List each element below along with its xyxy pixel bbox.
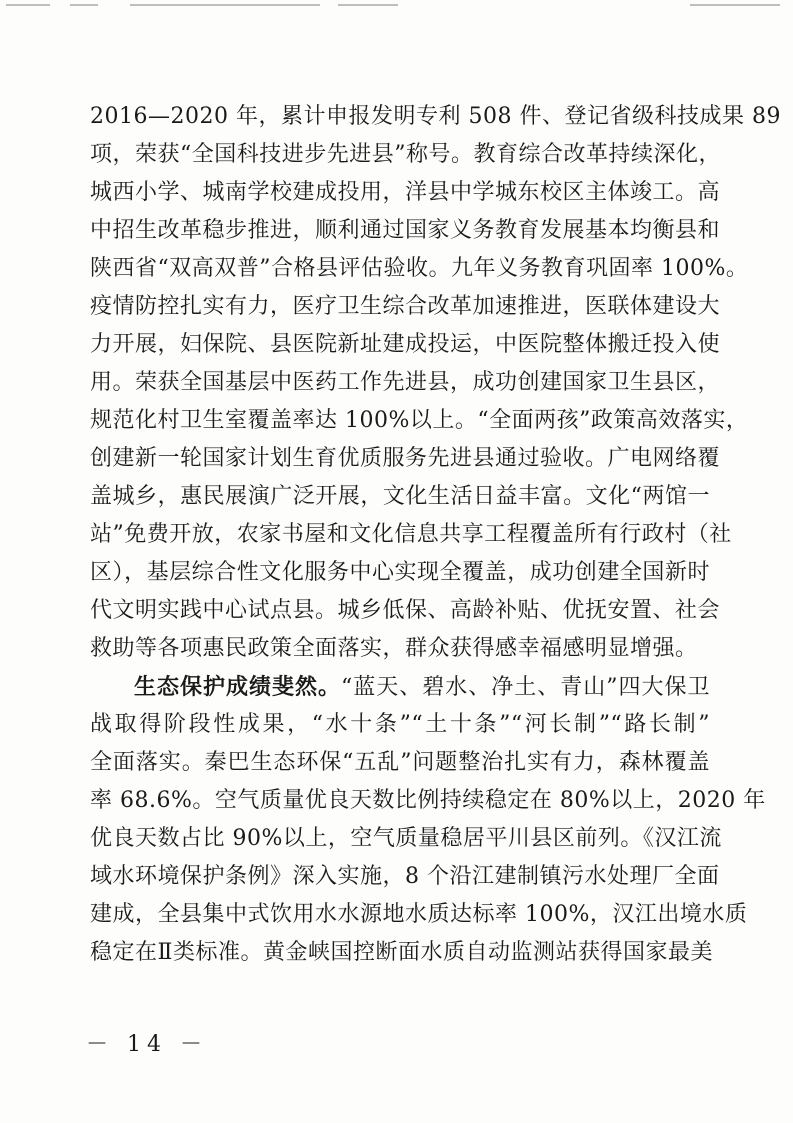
section-heading: 生态保护成绩斐然。 — [134, 674, 341, 700]
paragraph-line: 陕西省“双高双普”合格县评估验收。九年义务教育巩固率 100%。 — [90, 256, 749, 281]
paragraph-line: 稳定在Ⅱ类标准。黄金峡国控断面水质自动监测站获得国家最美 — [90, 940, 713, 965]
paragraph-line: 力开展，妇保院、县医院新址建成投运，中医院整体搬迁投入使 — [90, 332, 721, 357]
paragraph-line: 建成，全县集中式饮用水水源地水质达标率 100%，汉江出境水质 — [90, 902, 748, 927]
section-first-line — [90, 668, 710, 706]
paragraph-line: 率 68.6%。空气质量优良天数比例持续稳定在 80%以上，2020 年 — [90, 788, 766, 813]
paragraph-line: 全面落实。秦巴生态环保“五乱”问题整治扎实有力，森林覆盖 — [90, 750, 710, 775]
paragraph-line: 盖城乡，惠民展演广泛开展，文化生活日益丰富。文化“两馆一 — [90, 484, 710, 509]
paragraph-line: 中招生改革稳步推进，顺利通过国家义务教育发展基本均衡县和 — [90, 218, 721, 243]
paragraph-line: 项，荣获“全国科技进步先进县”称号。教育综合改革持续深化， — [90, 142, 721, 167]
paragraph-line: 2016—2020 年，累计申报发明专利 508 件、登记省级科技成果 89 — [90, 104, 781, 129]
paragraph-line: 创建新一轮国家计划生育优质服务先进县通过验收。广电网络覆 — [90, 446, 721, 471]
paragraph-line: 区），基层综合性文化服务中心实现全覆盖，成功创建全国新时 — [90, 560, 710, 585]
paragraph-line: 救助等各项惠民政策全面落实，群众获得感幸福感明显增强。 — [90, 636, 698, 661]
paragraph-line: 城西小学、城南学校建成投用，洋县中学城东校区主体竣工。高 — [90, 180, 721, 205]
page-number: － 14 － — [86, 1032, 208, 1057]
scan-edge-marks — [0, 4, 793, 8]
paragraph-line: 用。荣获全国基层中医药工作先进县，成功创建国家卫生县区， — [90, 370, 721, 395]
paragraph-line: 域水环境保护条例》深入实施，8 个沿江建制镇污水处理厂全面 — [90, 864, 720, 889]
paragraph-line: 代文明实践中心试点县。城乡低保、高龄补贴、优抚安置、社会 — [90, 598, 721, 623]
paragraph-line: 站”免费开放，农家书屋和文化信息共享工程覆盖所有行政村（社 — [90, 522, 732, 547]
document-body — [90, 98, 781, 972]
paragraph-line: 战取得阶段性成果，“水十条”“土十条”“河长制”“路长制” — [90, 712, 710, 737]
paragraph-line: 疫情防控扎实有力，医疗卫生综合改革加速推进，医联体建设大 — [90, 294, 721, 319]
paragraph-line: 优良天数占比 90%以上，空气质量稳居平川县区前列。《汉江流 — [90, 826, 722, 851]
paragraph-line: 规范化村卫生室覆盖率达 100%以上。“全面两孩”政策高效落实， — [90, 408, 749, 433]
section-first-line-text: “蓝天、碧水、净土、青山”四大保卫 — [341, 675, 710, 700]
